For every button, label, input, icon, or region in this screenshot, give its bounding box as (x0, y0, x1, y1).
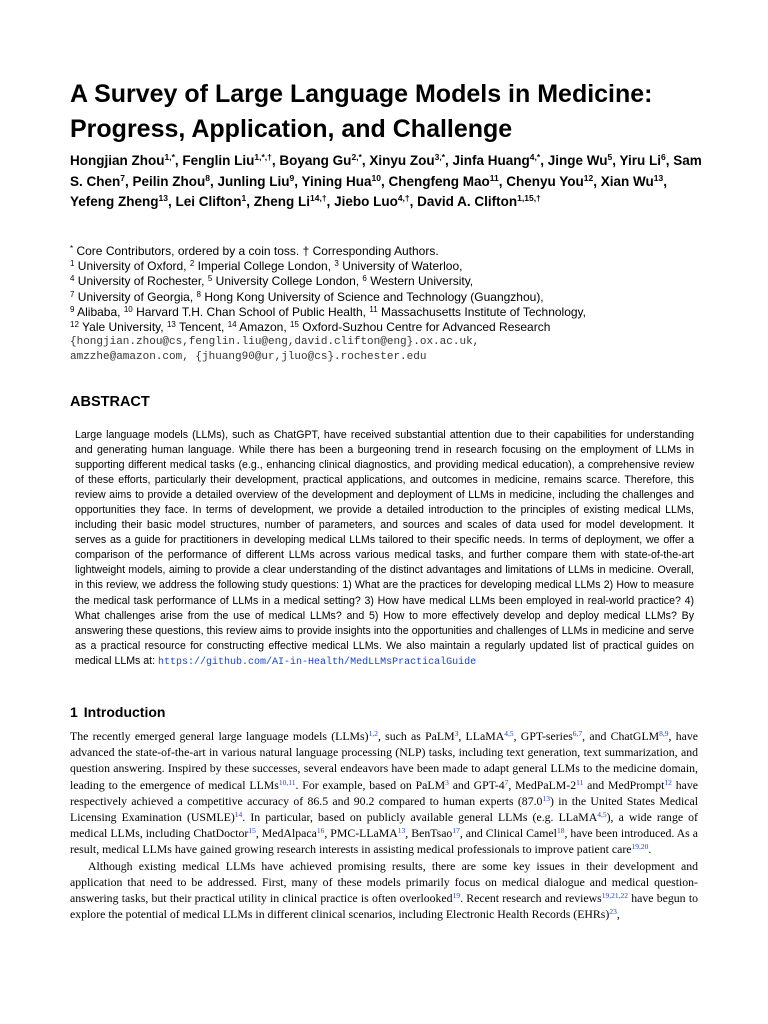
body-text: . In particular, based on publicly available general LLMs (e.g. LLaMA (242, 810, 598, 825)
citation-link[interactable]: 4,5 (504, 729, 514, 738)
author (70, 153, 175, 168)
affiliation-number: 9 (70, 304, 75, 314)
affiliation-name: Alibaba, (77, 304, 121, 319)
affiliation-name: Massachusetts Institute of Technology, (381, 304, 587, 319)
body-text: , BenTsao (405, 826, 453, 841)
citation-link[interactable]: 16 (316, 826, 325, 836)
affiliation-line (70, 320, 710, 335)
author-affiliation-marker: 1,* (164, 152, 175, 162)
body-text: , MedPaLM-2 (508, 777, 577, 792)
body-text: and GPT-4 (448, 777, 505, 792)
affiliation-number: 10 (123, 304, 133, 314)
affiliation-number: 4 (70, 274, 75, 284)
citation-link[interactable]: 8,9 (659, 729, 669, 738)
author-name: Junling Liu (217, 173, 290, 189)
author-affiliation-marker: 6 (661, 152, 666, 162)
affiliation-name: Hong Kong University of Science and Technology (Guangzhou), (204, 289, 544, 304)
body-text: , MedAlpaca (255, 826, 317, 841)
abstract-text: Large language models (LLMs), such as ChatGPT, have received substantial attention due to their capabilities for understanding and generating human language. While there has been a burgeoning trend in research focusing on the employment of LLMs in supporting different medical tasks (e.g., enhancing clinical diagnostics, and providing medical education), a comprehensive review of these efforts, particularly their development, practical applications, and outcomes in medicine, remains scarce. Therefore, this review aims to provide a detailed overview of the development and deployment of LLMs in medicine, including the challenges and opportunities they face. In terms of development, we provide a detailed introduction to the principles of existing medical LLMs, including their basic model structures, number of parameters, and sources and scales of data used for model development. It serves as a guide for practitioners in developing medical LLMs tailored to their specific needs. In terms of deployment, we offer a comparison of the performance of different LLMs across various medical tasks, and further compare them with state-of-the-art lightweight models, aiming to provide a clear understanding of the distinct advantages and limitations of LLMs in medicine. Overall, in this review, we address the following study questions: 1) What are the practices for developing medical LLMs 2) How to measure the medical task performance of LLMs in a medical setting? 3) How have medical LLMs been employed in real-world practice? 4) What challenges arise from the use of medical LLMs? and 5) How to more effectively develop and deploy medical LLMs? By answering these questions, this review aims to provide insights into the opportunities and challenges of LLMs in medicine and serve as a practical resource for constructing effective medical LLMs. We also maintain a regularly updated list of practical guides on medical LLMs at: (75, 429, 694, 667)
author (453, 153, 541, 168)
section-number: 1 (70, 704, 78, 720)
citation-link[interactable]: 7 (504, 777, 509, 787)
author-affiliation-marker: 9 (289, 172, 295, 183)
author (302, 174, 381, 189)
affiliation-number: 11 (369, 304, 378, 314)
body-text: have respectively achieved a competitive accuracy of 86.5 and 90.2 compared to human experts (87.0 (70, 777, 699, 808)
affiliation-line (70, 290, 710, 305)
body-text: have begun to explore the potential of medical LLMs in different clinical scenarios, including Electronic Health Records (EHRs) (70, 891, 699, 922)
author-affiliation-marker: 10 (371, 172, 381, 183)
author (176, 194, 247, 209)
affiliation-number: 8 (196, 289, 201, 299)
author-name: Jinfa Huang (452, 153, 530, 168)
author-affiliation-marker: 1,*,† (254, 152, 272, 162)
affiliation-number: 15 (290, 320, 299, 330)
body-text: ) in the United States Medical Licensing Examination (USMLE) (70, 793, 698, 825)
affiliation-number: 5 (207, 274, 213, 284)
author (389, 174, 499, 189)
author-affiliation-marker: 13 (653, 172, 664, 183)
abstract (75, 428, 694, 670)
citation-link[interactable]: 23 (609, 907, 617, 917)
citation-link[interactable]: 18 (556, 826, 565, 836)
author-affiliation-marker: 8 (205, 172, 210, 183)
citation-link[interactable]: 19,21,22 (601, 891, 628, 901)
citation-link[interactable]: 15 (248, 826, 256, 836)
author-name: Peilin Zhou (132, 173, 206, 189)
intro-paragraph (70, 858, 698, 923)
body-text: , GPT-series (513, 729, 573, 743)
email-line[interactable]: amzzhe@amazon.com, {jhuang90@ur,jluo@cs}.rochester.edu (70, 351, 427, 364)
affiliation-number: 14 (227, 320, 237, 330)
email-line[interactable]: {hongjian.zhou@cs,fenglin.liu@eng,david.clifton@eng}.ox.ac.uk, (70, 336, 480, 349)
author (70, 194, 168, 209)
citation-link[interactable]: 3 (454, 729, 459, 738)
citation-link[interactable]: 19,20 (631, 842, 649, 852)
author (601, 174, 663, 189)
body-text: . For example, based on PaLM (295, 777, 446, 792)
author (279, 153, 361, 168)
introduction-body (70, 728, 698, 922)
affiliation-name: University of Georgia, (77, 289, 194, 304)
author-name: Jiebo Luo (334, 194, 398, 209)
affiliation-name: Amazon, (239, 320, 287, 335)
author-affiliation-marker: 1,15,† (517, 193, 541, 203)
author-affiliation-marker: 2,* (351, 152, 362, 162)
citation-link[interactable]: 12 (664, 777, 672, 787)
body-text: ), a wide range of medical LLMs, including ChatDoctor (70, 810, 698, 841)
author (334, 194, 410, 209)
citation-link[interactable]: 6,7 (572, 729, 583, 738)
affiliation-name: University of Waterloo, (342, 259, 463, 274)
affiliation-number: 1 (70, 259, 75, 269)
repo-link[interactable]: https://github.com/AI-in-Health/MedLLMsPracticalGuide (158, 656, 477, 668)
affiliation-number: 13 (166, 320, 176, 330)
body-text: The recently emerged general large language models (LLMs) (70, 729, 369, 743)
affiliation-line (70, 274, 710, 289)
author (619, 153, 665, 168)
affiliations (70, 244, 710, 366)
body-text: , (616, 907, 620, 922)
body-text: Although existing medical LLMs have achieved promising results, there are some key issues in their development and application that need to be addressed. First, many of these models primarily focus on medical dialogue and medical question-answering tasks, but their practical utility in clinical practice is often overlooked (70, 858, 698, 906)
author-name: Yefeng Zheng (70, 194, 159, 209)
affiliation-line (70, 259, 710, 274)
body-text: , PMC-LLaMA (324, 826, 398, 841)
citation-link[interactable]: 19 (452, 891, 461, 901)
author (417, 194, 541, 209)
author (369, 153, 445, 168)
affiliation-name: Harvard T.H. Chan School of Public Health, (136, 304, 366, 319)
affiliation-number: 3 (334, 259, 339, 269)
body-text: , and Clinical Camel (459, 826, 557, 841)
affiliation-name: University of Rochester, (77, 274, 205, 289)
intro-paragraph (70, 728, 698, 858)
paper-title: A Survey of Large Language Models in Medicine: Progress, Application, and Challenge (70, 80, 653, 143)
affiliation-number: 7 (70, 289, 75, 299)
author-name: Xian Wu (600, 173, 654, 189)
citation-link[interactable]: 13 (397, 826, 406, 836)
citation-link[interactable]: 3 (445, 777, 449, 787)
body-text: , such as PaLM (377, 729, 455, 743)
author (506, 174, 593, 189)
affiliation-number: 6 (362, 274, 367, 284)
author-affiliation-marker: 12 (583, 172, 594, 183)
author-name: Jinge Wu (547, 153, 608, 168)
author-name: Boyang Gu (279, 153, 352, 168)
section-heading-introduction (70, 703, 165, 721)
author-affiliation-marker: 5 (607, 152, 613, 162)
author-list: Hongjian Zhou$^{1,*}$, Fenglin Liu$^{1,*,\dagger}$, Boyang $Gu^{2,*}$, Xinyu Zou$^{3,*}$, Jinfa Huang$^{4,*}$, Jinge Wu$^5$, Yiru Li$^6$, Sam S. Chen$^7$, Peilin Zhou$^8$, Junling Liu$^9$, Yining Hua$^{10}$, Chengfeng Mao$^{11}$, Chenyu You$^{12}$, Xian Wu$^{13}$, Yefeng Zheng$^{13}$, Lei Clifton$^1$, Zheng $Li^{14,\dagger}$, Jiebo Luo$^{4,\dagger}$, David A. Clifton$^{1,15,\dagger}$ (70, 152, 702, 209)
author-name: Xinyu Zou (369, 153, 435, 168)
affiliation-name: Tencent, (179, 320, 225, 335)
author-affiliation-marker: 7 (120, 172, 125, 183)
affiliation-name: Oxford-Suzhou Centre for Advanced Research (302, 320, 551, 335)
author-affiliation-marker: 4,† (397, 193, 410, 203)
author (182, 153, 272, 168)
citation-link[interactable]: 13 (542, 793, 550, 803)
body-text: . Recent research and reviews (460, 891, 602, 906)
author-name: Chengfeng Mao (388, 173, 490, 189)
author-affiliation-marker: 11 (489, 172, 499, 183)
affiliation-name: University College London, (215, 274, 360, 289)
author-affiliation-marker: 13 (158, 193, 168, 203)
contributor-note: * Core Contributors, ordered by a coin toss. † Corresponding Authors. (70, 244, 439, 258)
citation-link[interactable]: 17 (452, 826, 460, 836)
author-name: Lei Clifton (175, 194, 242, 209)
author-name: David A. Clifton (417, 194, 518, 209)
body-text: . (648, 842, 652, 857)
affiliation-number: 12 (70, 320, 79, 330)
author-name: Fenglin Liu (182, 153, 255, 168)
author-name: Sam S. Chen (70, 153, 702, 189)
author (133, 174, 210, 189)
body-text: , LLaMA (458, 729, 505, 743)
citation-link[interactable]: 4,5 (597, 810, 607, 820)
author-name: Yiru Li (619, 153, 661, 168)
author-affiliation-marker: 3,* (434, 152, 446, 162)
body-text: and MedPrompt (583, 777, 665, 792)
affiliation-line (70, 305, 710, 320)
body-text: , and ChatGLM (582, 729, 660, 743)
author-name: Hongjian Zhou (70, 153, 165, 168)
author-affiliation-marker: 4,* (529, 152, 541, 162)
affiliation-number: 2 (189, 259, 195, 269)
author-name: Chenyu You (506, 173, 584, 189)
citation-link[interactable]: 10,11 (278, 777, 296, 787)
citation-link[interactable]: 1,2 (368, 729, 378, 738)
author (254, 194, 327, 209)
affiliation-name: Imperial College London, (197, 259, 332, 274)
affiliation-name: Western University, (370, 274, 474, 289)
affiliation-name: Yale University, (82, 320, 164, 335)
author-name: Zheng Li (253, 194, 310, 209)
affiliation-lines (70, 259, 710, 335)
author-affiliation-marker: 1 (241, 193, 247, 203)
abstract-heading: ABSTRACT (70, 394, 150, 410)
body-text: , have been introduced. As a result, medical LLMs have gained growing research interests in assisting medical professionals to improve patient care (70, 826, 698, 857)
section-title: Introduction (83, 704, 166, 720)
author (548, 153, 613, 168)
author-affiliation-marker: 14,† (310, 193, 327, 203)
citation-link[interactable]: 14 (234, 810, 243, 820)
author (218, 174, 295, 189)
body-text: , have advanced the state-of-the-art in various natural language processing (NLP) tasks, including text generation, text summarization, and question answering. Inspired by these successes, several endeavors have been made to adapt general LLMs to the medicine domain, leading to the emergence of medical LLMs (70, 729, 699, 792)
author-name: Yining Hua (301, 173, 372, 189)
affiliation-name: University of Oxford, (77, 259, 187, 274)
citation-link[interactable]: 11 (576, 777, 584, 787)
